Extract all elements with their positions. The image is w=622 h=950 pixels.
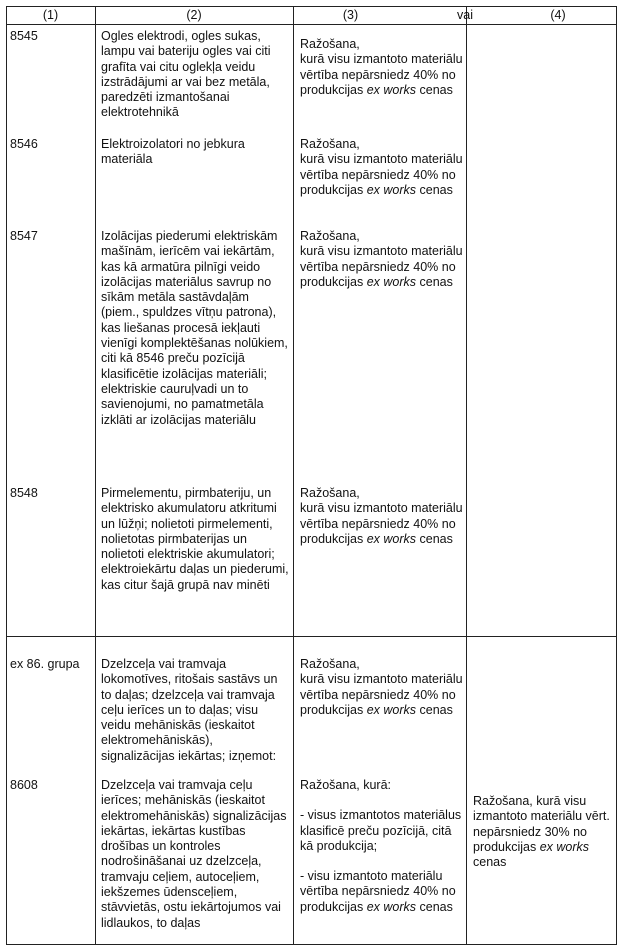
row-code: 8548: [10, 486, 38, 500]
row-description: Dzelzceļa vai tramvaja lokomotīves, ritošais sastāvs un to daļas; dzelzceļa vai tramvaja ceļu ierīces un to daļas; visu veidu mehāniskās (ieskaitot elektromehāniskās), signalizācijas iekārtas; izņemot:: [101, 657, 278, 763]
rule-text-end: cenas: [416, 531, 453, 546]
rule-heading: Ražošana,: [300, 37, 360, 51]
row-code: 8545: [10, 29, 38, 43]
rule-text-end: cenas: [473, 855, 507, 870]
rule-text-end: cenas: [416, 82, 453, 97]
rule-text-end: cenas: [416, 702, 453, 717]
rule-emphasis: ex works: [366, 182, 417, 197]
header-divider: [6, 24, 617, 25]
table-border-top: [6, 6, 617, 7]
row-description: Elektroizolatori no jebkura materiāla: [101, 137, 245, 167]
row-description: Izolācijas piederumi elektriskām mašīnām, ierīcēm vai iekārtām, kas kā armatūra pilnīgi veido izolācijas materiālus savrup no sīkām metāla sastāvdaļām (piem., spuldzes vītņu patrona), kas liešanas procesā iekļauti vienīgi komplektēšanas nolūkiem, citi kā 8546 preču pozīcijā klasificētie izolācijas materiāli; elektriskie cauruļvadi un to savienojumi, no pamatmetāla izklāti ar izolācijas materiālu: [101, 229, 288, 427]
rule-heading: Ražošana,: [300, 137, 360, 151]
rule-text: kurā visu izmantoto materiālu vērtība nepārsniedz 40% no produkcijas: [300, 244, 463, 289]
row-rule-column3: [300, 657, 465, 718]
rule-heading: Ražošana, kurā:: [300, 778, 392, 792]
rule-item-1: - visus izmantotos materiālus klasificē preču pozīcijā, citā kā produkcija;: [300, 808, 462, 853]
column-header-2: (2): [186, 8, 202, 22]
table-border-left: [6, 6, 7, 944]
column-divider-2: [293, 6, 294, 944]
row-description: Ogles elektrodi, ogles sukas, lampu vai bateriju ogles vai citi grafīta vai citu oglekļa veidu izstrādājumi ar vai bez metāla, paredzēti izmantošanai elektrotehnikā: [101, 29, 271, 120]
table-border-right: [616, 6, 617, 944]
row-rule-column3: [300, 37, 465, 98]
column-divider-3: [466, 6, 467, 944]
row-description: Dzelzceļa vai tramvaja ceļu ierīces; mehāniskās (ieskaitot elektromehāniskās) signalizācijas iekārtas, iekārtas kustības drošības un kontroles nodrošināšanai uz dzelzceļa, tramvaju ceļiem, autoceļiem, iekšzemes ūdensceļiem, stāvvietās, ostu iekārtojumos vai lidlaukos, to daļas: [101, 778, 287, 930]
row-code: 8546: [10, 137, 38, 151]
row-code: ex 86. grupa: [10, 657, 80, 671]
row-description: Pirmelementu, pirmbateriju, un elektrisko akumulatoru atkritumi un lūžņi; nolietoti pirmelementi, nolietotas pirmbaterijas un nolietoti elektriskie akumulatori; elektroiekārtu daļas un piederumi, kas citur šajā grupā nav minēti: [101, 486, 289, 592]
rule-emphasis: ex works: [366, 274, 417, 289]
column-header-4: (4): [550, 8, 566, 22]
rule-text: - visu izmantoto materiālu vērtība nepārsniedz 40% no produkcijas: [300, 869, 456, 914]
rule-emphasis: ex works: [539, 839, 590, 854]
rule-emphasis: ex works: [366, 899, 417, 914]
rule-text: kurā visu izmantoto materiālu vērtība nepārsniedz 40% no produkcijas: [300, 52, 463, 97]
column-header-vai: vai: [457, 8, 473, 22]
row-rule-column3: [300, 137, 465, 198]
rule-text: kurā visu izmantoto materiālu vērtība nepārsniedz 40% no produkcijas: [300, 501, 463, 546]
rule-item-2: [300, 869, 465, 915]
rule-emphasis: ex works: [366, 702, 417, 717]
rule-heading: Ražošana,: [300, 486, 360, 500]
column-header-3: (3): [342, 8, 359, 22]
row-rule-column3: [300, 229, 465, 290]
table-border-bottom: [6, 944, 617, 945]
row-code: 8608: [10, 778, 38, 792]
rule-text-end: cenas: [416, 899, 453, 914]
row-rule-column4: [473, 794, 615, 870]
rule-text: Ražošana, kurā visu izmantoto materiālu vērt. nepārsniedz 30% no produkcijas: [473, 794, 610, 854]
row-rule-column3: [300, 778, 465, 915]
row-rule-column3: [300, 486, 465, 547]
column-header-1: (1): [42, 8, 59, 22]
row-code: 8547: [10, 229, 38, 243]
rule-text: kurā visu izmantoto materiālu vērtība nepārsniedz 40% no produkcijas: [300, 152, 463, 197]
rule-emphasis: ex works: [366, 82, 417, 97]
column-divider-1: [95, 6, 96, 944]
rule-text-end: cenas: [416, 274, 453, 289]
rule-text-end: cenas: [416, 182, 453, 197]
rule-heading: Ražošana,: [300, 229, 360, 243]
section-divider: [6, 636, 617, 637]
rule-emphasis: ex works: [366, 531, 417, 546]
rule-heading: Ražošana,: [300, 657, 360, 671]
rule-text: kurā visu izmantoto materiālu vērtība nepārsniedz 40% no produkcijas: [300, 672, 463, 717]
